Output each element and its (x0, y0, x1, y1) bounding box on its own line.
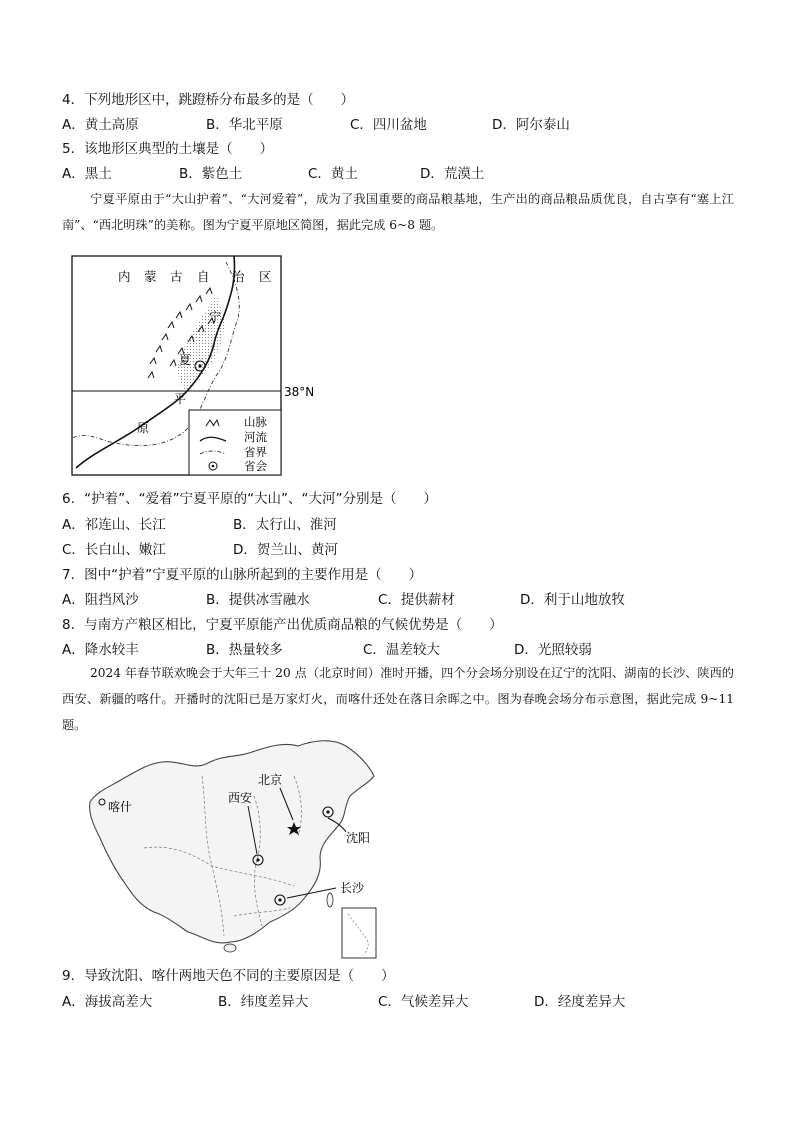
q9-option-c: C．气候差异大 (378, 994, 469, 1010)
q7-option-a: A．阻挡风沙 (62, 592, 139, 608)
region-char-3: 自 (197, 269, 210, 284)
q5-option-b: B．紫色土 (179, 166, 243, 182)
plain-char-1: 夏 (179, 353, 192, 367)
city-label-shenyang: 沈阳 (346, 831, 371, 845)
q6-option-b: B．太行山、淮河 (233, 517, 337, 533)
question-6-stem: 6．“护着”、“爱着”宁夏平原的“大山”、“大河”分别是（ ） (62, 491, 438, 507)
q4-option-a: A．黄土高原 (62, 117, 139, 133)
region-char-2: 古 (170, 269, 183, 284)
question-4-stem: 4．下列地形区中，跳蹬桥分布最多的是（ ） (62, 92, 355, 108)
q4-option-b: B．华北平原 (206, 117, 283, 133)
city-label-xian: 西安 (228, 791, 253, 805)
passage-gala-text: 2024 年春节联欢晚会于大年三十 20 点（北京时间）准时开播，四个分会场分别设在辽宁的沈阳、湖南的长沙、陕西的西安、新疆的喀什。开播时的沈阳已是万家灯火，而喀什还处在落日余晖之中。图为春晚会场分布示意图，据此完成 9~11 题。 (62, 666, 734, 732)
legend-box (189, 410, 281, 475)
region-char-4: 治 (232, 269, 245, 284)
q9-option-d: D．经度差异大 (534, 994, 626, 1010)
q6-option-c: C．长白山、嫩江 (62, 542, 166, 558)
q5-option-c: C．黄土 (308, 166, 358, 182)
q8-option-c: C．温差较大 (363, 642, 440, 658)
passage-ningxia (62, 186, 734, 238)
q8-option-d: D．光照较弱 (514, 642, 592, 658)
latitude-label: 38°N (284, 385, 315, 399)
hainan-island (224, 944, 236, 952)
region-char-0: 内 (118, 269, 131, 284)
plain-char-3: 原 (137, 421, 150, 435)
q4-option-c: C．四川盆地 (350, 117, 427, 133)
q6-option-a: A．祁连山、长江 (62, 517, 166, 533)
city-label-changsha: 长沙 (340, 881, 365, 895)
region-char-5: 区 (259, 269, 272, 284)
q5-option-a: A．黑土 (62, 166, 112, 182)
q9-option-a: A．海拔高差大 (62, 994, 153, 1010)
q8-option-a: A．降水较丰 (62, 642, 139, 658)
ningxia-plain-map (66, 252, 366, 480)
q7-option-d: D．利于山地放牧 (520, 592, 625, 608)
q7-option-b: B．提供冰雪融水 (206, 592, 310, 608)
china-outline (90, 741, 374, 943)
city-label-kashgar: 喀什 (108, 800, 133, 814)
q9-option-b: B．纬度差异大 (218, 994, 309, 1010)
plain-char-2: 平 (174, 392, 187, 406)
taiwan-island (327, 893, 333, 907)
q8-option-b: B．热量较多 (206, 642, 283, 658)
south-china-sea-inset (342, 908, 376, 958)
question-9-stem: 9．导致沈阳、喀什两地天色不同的主要原因是（ ） (62, 968, 395, 984)
q5-option-d: D．荒漠土 (420, 166, 485, 182)
question-7-stem: 7．图中“护着”宁夏平原的山脉所起到的主要作用是（ ） (62, 567, 423, 583)
passage-gala (62, 660, 734, 738)
q7-option-c: C．提供薪材 (378, 592, 455, 608)
legend-boundary-label: 省界 (244, 445, 267, 459)
plain-char-0: 宁 (209, 310, 222, 324)
legend-capital-label: 省会 (244, 459, 267, 473)
q4-option-d: D．阿尔泰山 (492, 117, 570, 133)
gala-venue-map (84, 736, 394, 962)
plain-area (178, 294, 225, 390)
legend-mountain-label: 山脉 (244, 415, 267, 429)
question-5-stem: 5．该地形区典型的土壤是（ ） (62, 141, 274, 157)
q6-option-d: D．贺兰山、黄河 (233, 542, 338, 558)
legend-river-label: 河流 (244, 430, 267, 444)
question-8-stem: 8．与南方产粮区相比，宁夏平原能产出优质商品粮的气候优势是（ ） (62, 617, 503, 633)
passage-ningxia-text: 宁夏平原由于“大山护着”、“大河爱着”，成为了我国重要的商品粮基地，生产出的商品粮品质优良，自古享有“塞上江南”、“西北明珠”的美称。图为宁夏平原地区简图，据此完成 6~8 题。 (62, 192, 734, 232)
city-label-beijing: 北京 (258, 773, 283, 787)
region-char-1: 蒙 (144, 269, 157, 284)
